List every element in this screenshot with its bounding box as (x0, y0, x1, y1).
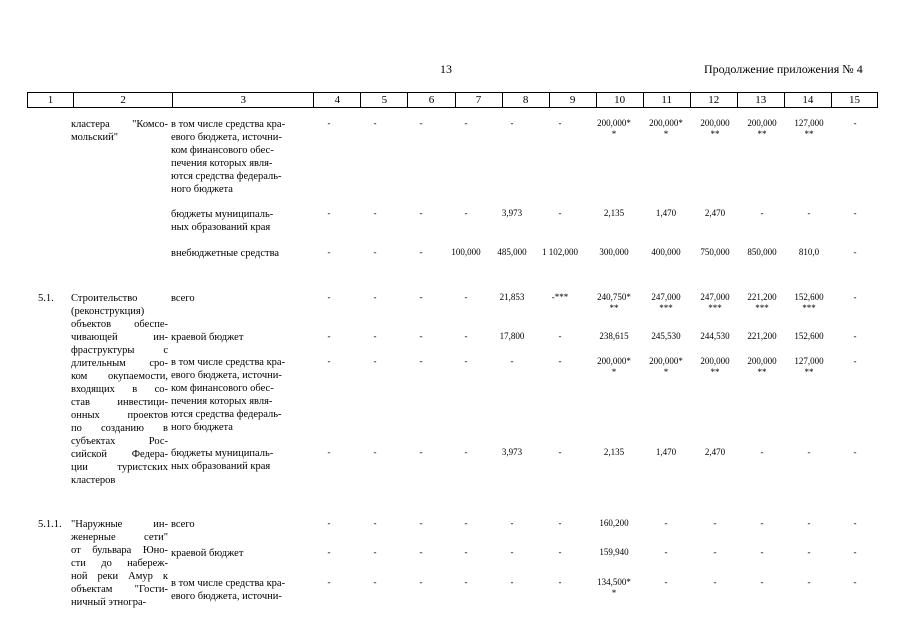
value-cell: - (510, 518, 514, 528)
value-cell: - (419, 208, 423, 218)
value-cell: 221,200 (747, 331, 777, 341)
value-cell: - (558, 547, 562, 557)
value-cell: - (558, 118, 562, 128)
value-cell: - (760, 547, 764, 557)
item-name-line: ничный этногра- (71, 597, 147, 608)
value-cell: - (373, 292, 377, 302)
value-cell: - (464, 118, 468, 128)
value-cell: - (419, 547, 423, 557)
value-cell: - (664, 577, 668, 587)
value-cell: 1 102,000 (542, 247, 578, 257)
funding-source-line: ются средства федераль- (171, 171, 282, 182)
funding-source-line: бюджеты муниципаль- (171, 448, 274, 459)
funding-source-line: печения которых явля- (171, 396, 273, 407)
column-header-14: 14 (784, 93, 831, 108)
value-cell: 200,000 ** (747, 118, 777, 139)
value-cell: - (510, 118, 514, 128)
value-cell: - (373, 247, 377, 257)
funding-source-line: ются средства федераль- (171, 409, 282, 420)
value-cell: 400,000 (651, 247, 681, 257)
value-cell: 1,470 (655, 447, 677, 457)
value-cell: - (760, 518, 764, 528)
item-name-line: чивающей ин- (71, 332, 168, 343)
continuation-label: Продолжение приложения № 4 (704, 62, 863, 76)
funding-source-line: евого бюджета, источни- (171, 370, 282, 381)
value-cell: - (373, 577, 377, 587)
value-cell: - (558, 208, 562, 218)
item-name-line: женерные сети" (71, 532, 168, 543)
value-cell: - (373, 547, 377, 557)
value-cell: - (373, 356, 377, 366)
value-cell: - (853, 447, 857, 457)
value-cell: - (419, 356, 423, 366)
value-cell: - (327, 547, 331, 557)
value-cell: 850,000 (747, 247, 777, 257)
value-cell: - (464, 356, 468, 366)
value-cell: - (327, 292, 331, 302)
item-name-line: от бульвара Юно- (71, 545, 168, 556)
value-cell: - (760, 447, 764, 457)
column-header-12: 12 (690, 93, 737, 108)
value-cell: - (853, 118, 857, 128)
value-cell: 160,200 (599, 518, 629, 528)
funding-source-line: евого бюджета, источни- (171, 591, 282, 602)
funding-source-line: ного бюджета (171, 184, 233, 195)
value-cell: 152,600 *** (794, 292, 824, 313)
value-cell: - (373, 118, 377, 128)
item-name-line: ной реки Амур к (71, 571, 168, 582)
item-name-line: кластеров (71, 475, 116, 486)
row-number: 5.1. (38, 293, 54, 304)
value-cell: - (664, 518, 668, 528)
item-name-line: объектов обеспе- (71, 319, 168, 330)
column-header-13: 13 (737, 93, 784, 108)
value-cell: - (664, 547, 668, 557)
value-cell: 127,000 ** (794, 356, 824, 377)
value-cell: - (853, 247, 857, 257)
value-cell: - (419, 577, 423, 587)
value-cell: 3,973 (501, 208, 523, 218)
column-header-3: 3 (173, 93, 314, 108)
value-cell: - (327, 577, 331, 587)
item-name-line: ком окупаемости, (71, 371, 168, 382)
column-header-2: 2 (74, 93, 173, 108)
column-header-row (27, 92, 878, 108)
value-cell: - (327, 118, 331, 128)
value-cell: - (807, 577, 811, 587)
item-name-line: (реконструкция) (71, 306, 145, 317)
funding-source-line: внебюджетные средства (171, 248, 280, 259)
value-cell: - (853, 331, 857, 341)
value-cell: - (760, 577, 764, 587)
value-cell: 100,000 (451, 247, 481, 257)
value-cell: 200,000 ** (700, 356, 730, 377)
value-cell: - (713, 518, 717, 528)
funding-source-line: в том числе средства кра- (171, 119, 286, 130)
funding-source-line: краевой бюджет (171, 548, 244, 559)
item-name-line: субъектах Рос- (71, 436, 168, 447)
column-header-6: 6 (408, 93, 455, 108)
value-cell: 134,500* * (597, 577, 631, 598)
value-cell: 750,000 (700, 247, 730, 257)
value-cell: 240,750* ** (597, 292, 631, 313)
value-cell: - (853, 292, 857, 302)
value-cell: 221,200 *** (747, 292, 777, 313)
value-cell: - (419, 447, 423, 457)
value-cell: 3,973 (501, 447, 523, 457)
value-cell: 159,940 (599, 547, 629, 557)
value-cell: 245,530 (651, 331, 681, 341)
item-name-line: Строительство (71, 293, 138, 304)
column-header-7: 7 (455, 93, 502, 108)
value-cell: 200,000 ** (747, 356, 777, 377)
value-cell: - (807, 447, 811, 457)
item-name-line: входящих в со- (71, 384, 168, 395)
value-cell: - (327, 208, 331, 218)
value-cell: 238,615 (599, 331, 629, 341)
value-cell: - (419, 118, 423, 128)
value-cell: - (853, 356, 857, 366)
value-cell: - (419, 331, 423, 341)
item-name-line: длительным сро- (71, 358, 168, 369)
column-header-4: 4 (314, 93, 361, 108)
value-cell: 810,0 (798, 247, 820, 257)
value-cell: - (510, 356, 514, 366)
value-cell: - (464, 518, 468, 528)
funding-source-line: в том числе средства кра- (171, 578, 286, 589)
value-cell: 247,000 *** (700, 292, 730, 313)
value-cell: -*** (551, 292, 569, 302)
value-cell: 300,000 (599, 247, 629, 257)
funding-source-line: ком финансового обес- (171, 383, 274, 394)
value-cell: 2,470 (704, 208, 726, 218)
value-cell: - (510, 547, 514, 557)
value-cell: - (760, 208, 764, 218)
funding-source-line: ных образований края (171, 222, 271, 233)
value-cell: 200,000* * (597, 356, 631, 377)
row-number: 5.1.1. (38, 519, 62, 530)
value-cell: - (853, 547, 857, 557)
value-cell: 2,470 (704, 447, 726, 457)
column-header-11: 11 (643, 93, 690, 108)
value-cell: 152,600 (794, 331, 824, 341)
value-cell: 485,000 (497, 247, 527, 257)
item-name-line: кластера "Комсо- (71, 119, 168, 130)
column-header-8: 8 (502, 93, 549, 108)
value-cell: 2,135 (603, 208, 625, 218)
value-cell: - (464, 292, 468, 302)
value-cell: 17,800 (499, 331, 525, 341)
value-cell: - (558, 447, 562, 457)
funding-source-line: краевой бюджет (171, 332, 244, 343)
funding-source-line: всего (171, 293, 195, 304)
value-cell: - (464, 547, 468, 557)
value-cell: - (464, 577, 468, 587)
value-cell: 1,470 (655, 208, 677, 218)
item-name-line: став инвестици- (71, 397, 168, 408)
value-cell: - (713, 577, 717, 587)
column-header-15: 15 (831, 93, 877, 108)
column-header-1: 1 (28, 93, 74, 108)
value-cell: - (327, 356, 331, 366)
value-cell: - (327, 247, 331, 257)
value-cell: 200,000 ** (700, 118, 730, 139)
item-name-line: ции туристских (71, 462, 168, 473)
value-cell: - (327, 518, 331, 528)
value-cell: - (558, 356, 562, 366)
funding-source-line: всего (171, 519, 195, 530)
value-cell: - (853, 208, 857, 218)
item-name-line: сти до набереж- (71, 558, 168, 569)
item-name-line: сийской Федера- (71, 449, 168, 460)
value-cell: - (419, 292, 423, 302)
item-name-line: объектам "Гости- (71, 584, 168, 595)
funding-source-line: бюджеты муниципаль- (171, 209, 274, 220)
value-cell: - (373, 331, 377, 341)
funding-source-line: в том числе средства кра- (171, 357, 286, 368)
funding-source-line: евого бюджета, источни- (171, 132, 282, 143)
item-name-line: мольский" (71, 132, 119, 143)
value-cell: - (464, 208, 468, 218)
value-cell: - (807, 547, 811, 557)
value-cell: 200,000* * (649, 118, 683, 139)
value-cell: - (373, 208, 377, 218)
value-cell: 244,530 (700, 331, 730, 341)
value-cell: - (713, 547, 717, 557)
value-cell: 247,000 *** (651, 292, 681, 313)
value-cell: 200,000* * (597, 118, 631, 139)
page-number: 13 (440, 62, 452, 76)
value-cell: - (807, 208, 811, 218)
value-cell: - (419, 247, 423, 257)
column-header-9: 9 (549, 93, 596, 108)
item-name-line: по созданию в (71, 423, 168, 434)
value-cell: - (807, 518, 811, 528)
value-cell: 127,000 ** (794, 118, 824, 139)
value-cell: - (853, 518, 857, 528)
value-cell: - (510, 577, 514, 587)
value-cell: 21,853 (499, 292, 525, 302)
item-name-line: онных проектов (71, 410, 168, 421)
value-cell: - (373, 518, 377, 528)
value-cell: 2,135 (603, 447, 625, 457)
column-header-5: 5 (361, 93, 408, 108)
value-cell: - (373, 447, 377, 457)
funding-source-line: ного бюджета (171, 422, 233, 433)
funding-source-line: ных образований края (171, 461, 271, 472)
funding-source-line: ком финансового обес- (171, 145, 274, 156)
value-cell: - (853, 577, 857, 587)
value-cell: - (419, 518, 423, 528)
item-name-line: "Наружные ин- (71, 519, 168, 530)
value-cell: - (558, 331, 562, 341)
item-name-line: фраструктуры с (71, 345, 168, 356)
value-cell: - (558, 577, 562, 587)
value-cell: - (464, 331, 468, 341)
funding-source-line: печения которых явля- (171, 158, 273, 169)
value-cell: - (327, 447, 331, 457)
value-cell: - (558, 518, 562, 528)
value-cell: - (327, 331, 331, 341)
value-cell: - (464, 447, 468, 457)
value-cell: 200,000* * (649, 356, 683, 377)
column-header-10: 10 (596, 93, 643, 108)
